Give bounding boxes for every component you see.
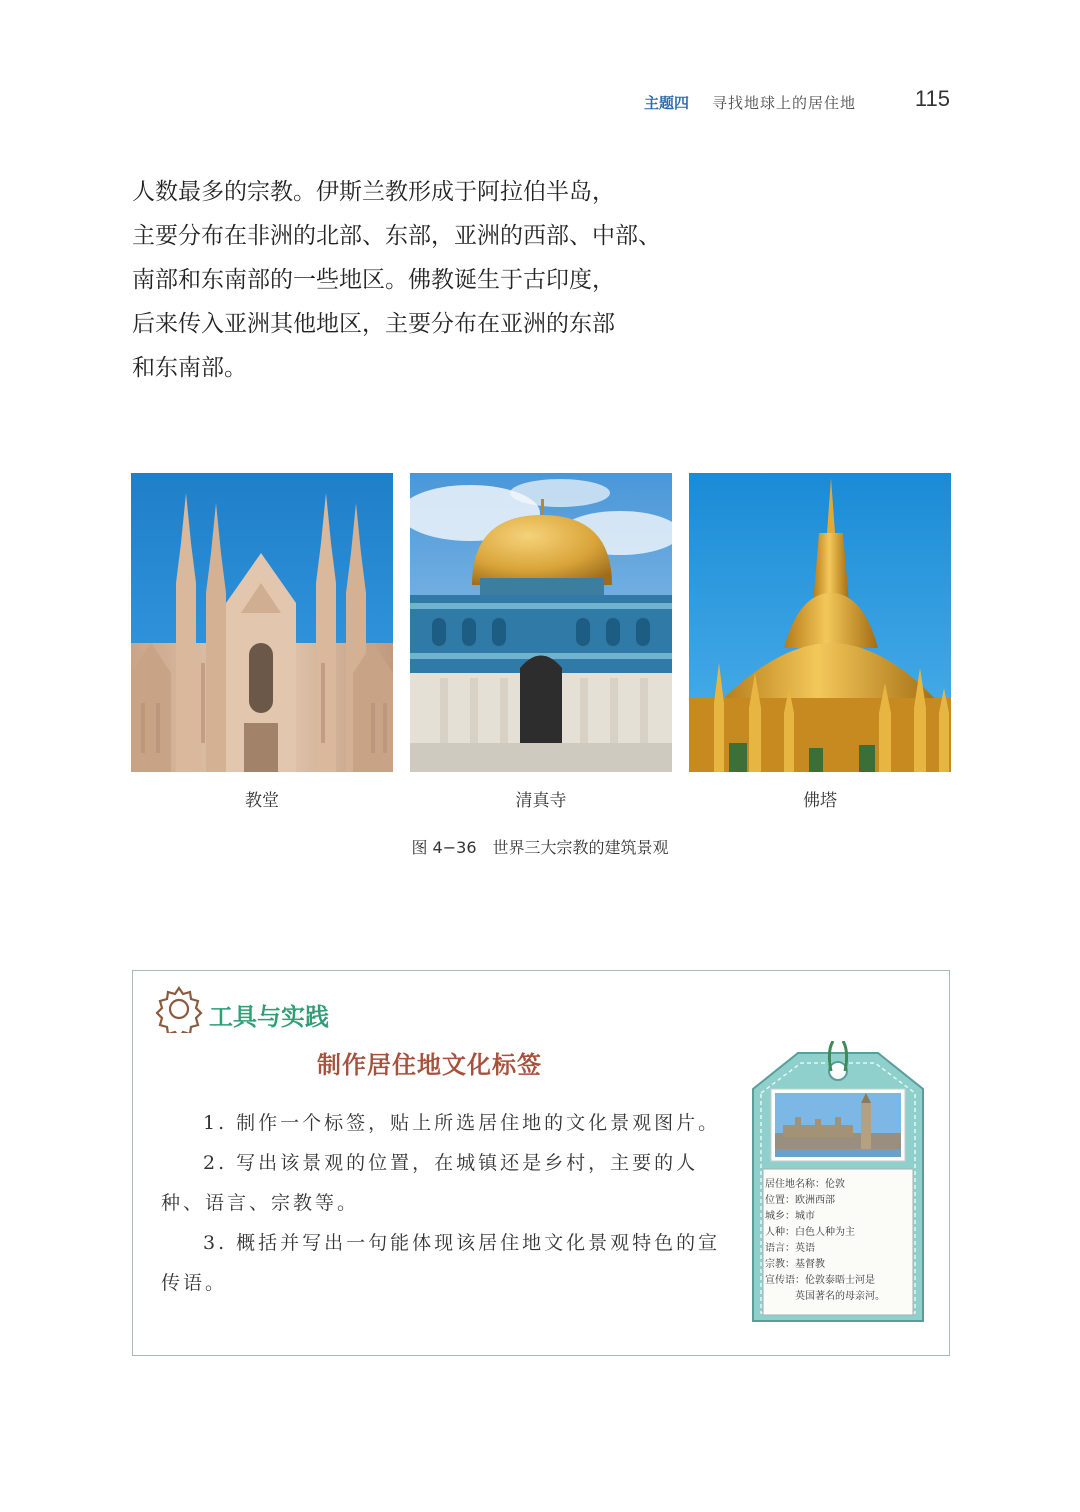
tag-line: 位置：欧洲西部: [765, 1195, 835, 1206]
tag-line: 英国著名的母亲河。: [765, 1291, 885, 1302]
activity-title: 制作居住地文化标签: [317, 1051, 542, 1079]
body-line: 和东南部。: [132, 355, 247, 381]
topic-label: 主题四: [644, 94, 690, 112]
body-line: 南部和东南部的一些地区。佛教诞生于古印度，: [132, 267, 615, 293]
tag-line: 城乡：城市: [765, 1211, 815, 1222]
chapter-subtitle: 寻找地球上的居住地: [712, 94, 857, 112]
body-line: 主要分布在非洲的北部、东部，亚洲的西部、中部、: [132, 223, 661, 249]
page-number: 115: [914, 86, 950, 111]
tag-line: 宣传语：伦敦泰晤士河是: [765, 1275, 875, 1286]
page-header: [640, 86, 960, 116]
tag-line: 语言：英语: [765, 1243, 815, 1254]
caption-cathedral: 教堂: [245, 791, 279, 811]
caption-mosque: 清真寺: [515, 791, 567, 811]
body-line: 人数最多的宗教。伊斯兰教形成于阿拉伯半岛，: [132, 179, 615, 205]
section-title: 工具与实践: [209, 1003, 329, 1031]
tag-info: [765, 1177, 921, 1305]
caption-pagoda: 佛塔: [803, 791, 837, 811]
culture-tag: [743, 1041, 933, 1331]
figure-caption: 图 4−36 世界三大宗教的建筑景观: [411, 838, 669, 857]
gear-icon: [155, 985, 203, 1033]
body-line: 后来传入亚洲其他地区，主要分布在亚洲的东部: [132, 311, 615, 337]
tag-line: 居住地名称：伦敦: [765, 1179, 845, 1190]
pagoda-photo: [689, 473, 951, 772]
cathedral-photo: [131, 473, 393, 772]
tag-line: 宗教：基督教: [765, 1259, 825, 1270]
tool-practice-box: [132, 970, 950, 1356]
step-item: 2. 写出该景观的位置，在城镇还是乡村，主要的人种、语言、宗教等。: [161, 1152, 699, 1214]
step-item: 1. 制作一个标签，贴上所选居住地的文化景观图片。: [203, 1112, 721, 1134]
body-paragraph: [132, 170, 672, 390]
step-item: 3. 概括并写出一句能体现该居住地文化景观特色的宣传语。: [161, 1232, 721, 1294]
step-list: [161, 1103, 721, 1303]
mosque-photo: [410, 473, 672, 772]
tag-line: 人种：白色人种为主: [765, 1227, 855, 1238]
